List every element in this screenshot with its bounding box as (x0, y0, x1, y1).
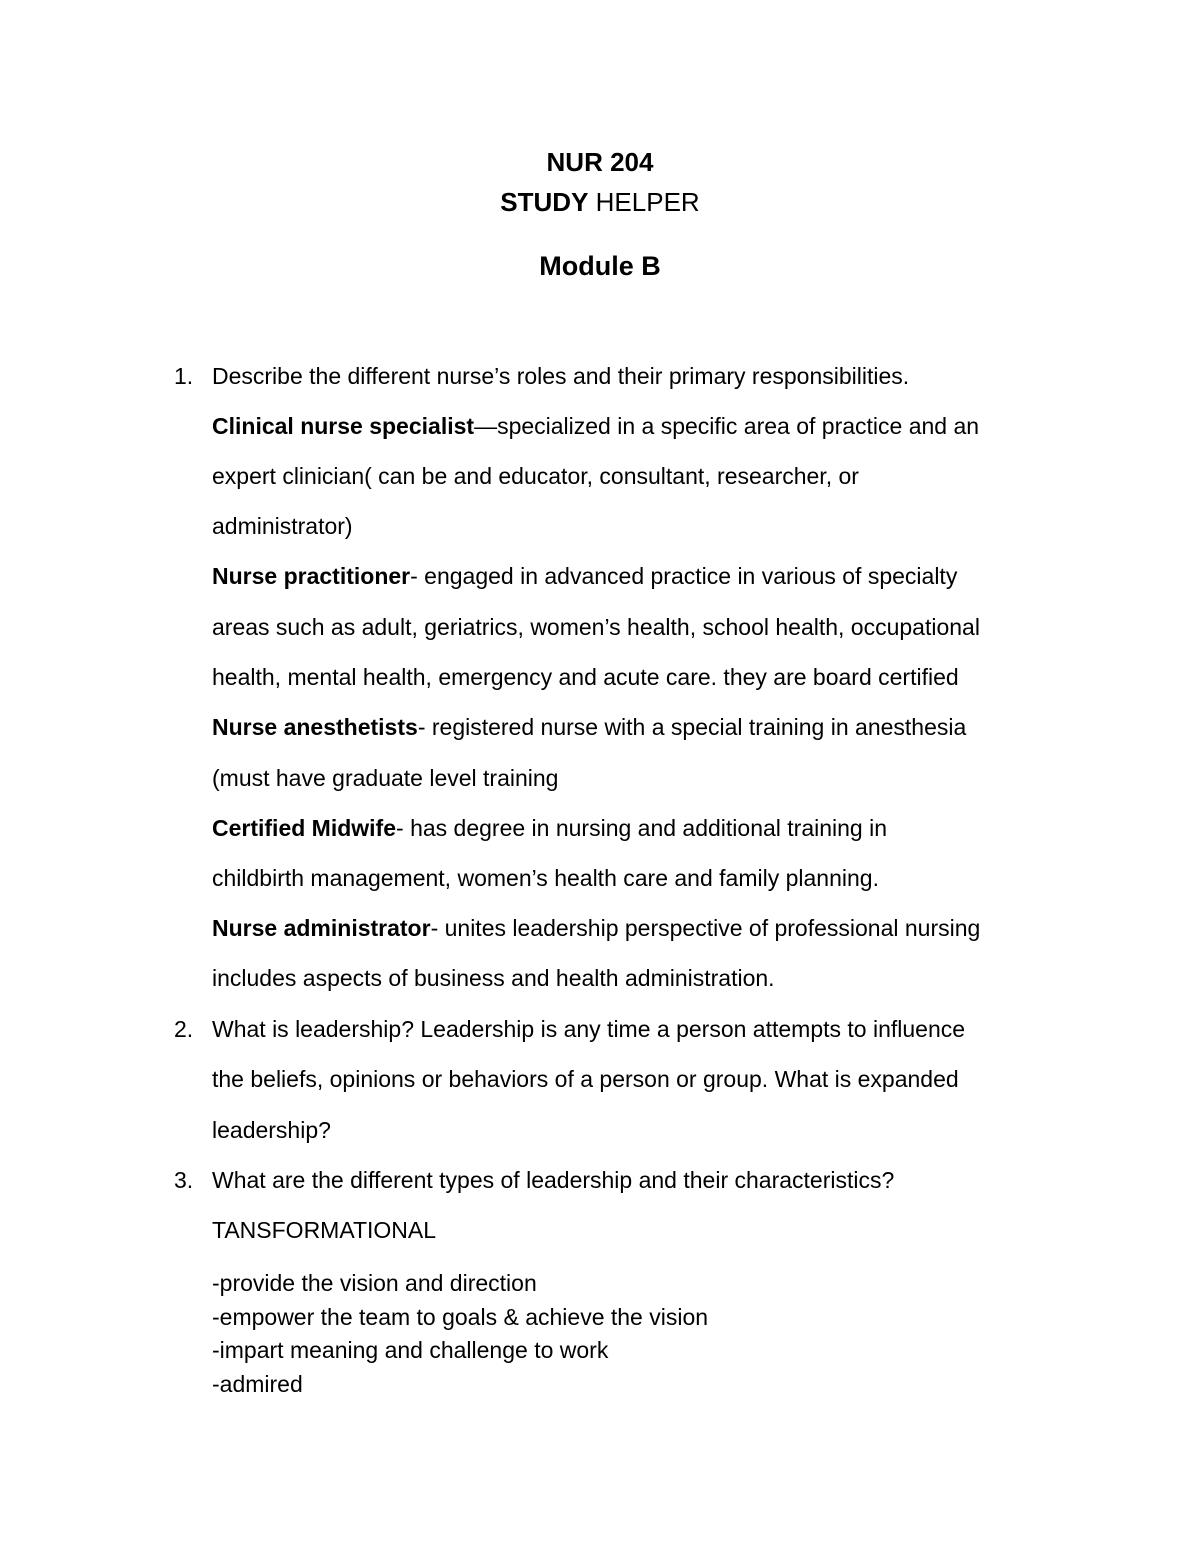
role-line (212, 914, 980, 942)
subtitle-bold: STUDY (500, 187, 589, 217)
role-desc: (must have graduate level training (212, 765, 559, 791)
q3-question: What are the different types of leadership and their characteristics? (212, 1167, 895, 1193)
characteristic-item: -admired (212, 1371, 303, 1397)
characteristic-item: -impart meaning and challenge to work (212, 1337, 609, 1363)
course-title: NUR 204 (546, 147, 654, 177)
role-line (212, 814, 887, 842)
module-heading: Module B (539, 251, 661, 281)
subtitle-rest: HELPER (588, 187, 700, 217)
role-desc: - engaged in advanced practice in various of specialty (410, 563, 958, 589)
role-term: Clinical nurse specialist (212, 413, 475, 439)
role-desc: expert clinician( can be and educator, consultant, researcher, or (212, 463, 859, 489)
role-line (212, 713, 966, 741)
q1-question: Describe the different nurse’s roles and their primary responsibilities. (212, 363, 910, 389)
role-desc: - unites leadership perspective of professional nursing (430, 915, 981, 941)
role-term: Nurse anesthetists (212, 714, 418, 740)
q2-text: What is leadership? Leadership is any time a person attempts to influence (212, 1016, 966, 1042)
role-line (212, 562, 957, 590)
characteristic-item: -provide the vision and direction (212, 1270, 537, 1296)
q2-text: the beliefs, opinions or behaviors of a person or group. What is expanded (212, 1066, 959, 1092)
document-subtitle (0, 187, 1200, 217)
role-desc: - registered nurse with a special training in anesthesia (417, 714, 967, 740)
role-desc: —specialized in a specific area of practice and an (474, 413, 980, 439)
leadership-type: TANSFORMATIONAL (212, 1217, 437, 1243)
role-term: Nurse administrator (212, 915, 431, 941)
role-desc: administrator) (212, 513, 353, 539)
role-desc: health, mental health, emergency and acute care. they are board certified (212, 664, 959, 690)
role-term: Nurse practitioner (212, 563, 411, 589)
q1-number: 1. (174, 363, 194, 389)
role-desc: - has degree in nursing and additional training in (396, 815, 888, 841)
role-term: Certified Midwife (212, 815, 397, 841)
characteristic-item: -empower the team to goals & achieve the vision (212, 1304, 709, 1330)
role-desc: areas such as adult, geriatrics, women’s health, school health, occupational (212, 614, 980, 640)
q2-text: leadership? (212, 1117, 331, 1143)
role-desc: childbirth management, women’s health care and family planning. (212, 865, 879, 891)
q2-number: 2. (174, 1016, 194, 1042)
q3-number: 3. (174, 1167, 194, 1193)
role-desc: includes aspects of business and health administration. (212, 965, 775, 991)
role-line (212, 412, 979, 440)
